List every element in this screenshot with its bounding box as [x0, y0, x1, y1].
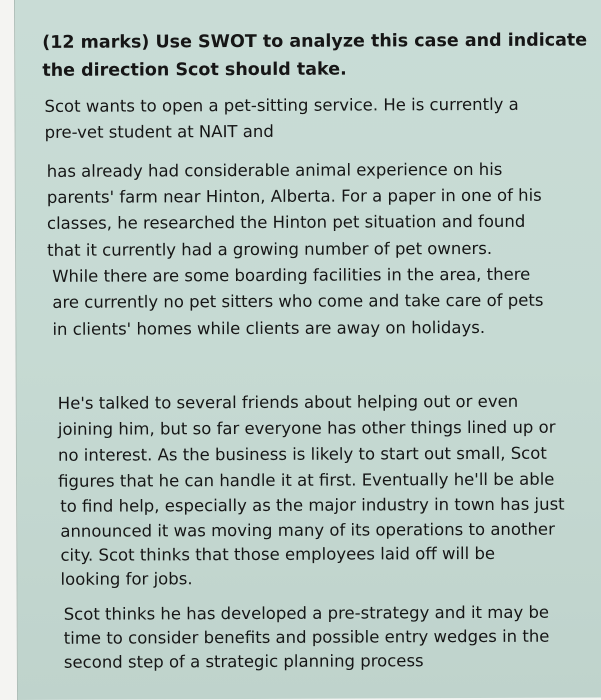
case-paragraph-line: joining him, but so far everyone has other things lined up or	[57, 417, 556, 439]
case-paragraph-line: He's talked to several friends about helping out or even	[57, 391, 519, 413]
question-heading-line: (12 marks) Use SWOT to analyze this case and indicate	[42, 30, 588, 53]
case-paragraph-line: second step of a strategic planning process	[63, 651, 424, 672]
case-paragraph-line: city. Scot thinks that those employees laid off will be	[60, 543, 496, 565]
case-paragraph-line: has already had considerable animal experience on his	[46, 159, 503, 181]
case-paragraph-line: no interest. As the business is likely to start out small, Scot	[57, 443, 547, 465]
case-paragraph-line: While there are some boarding facilities in the area, there	[52, 264, 531, 286]
case-paragraph-line: announced it was moving many of its operations to another	[60, 519, 555, 541]
case-paragraph-line: Scot thinks he has developed a pre-strategy and it may be	[63, 602, 550, 624]
case-paragraph-line: figures that he can handle it at first. Eventually he'll be able	[58, 469, 555, 491]
case-paragraph-line: parents' farm near Hinton, Alberta. For a paper in one of his	[46, 185, 542, 207]
case-paragraph-line: to find help, especially as the major industry in town has just	[60, 494, 565, 516]
case-paragraph-line: classes, he researched the Hinton pet situation and found	[46, 211, 526, 233]
case-paragraph-line: pre-vet student at NAIT and	[44, 121, 274, 142]
case-paragraph-line: Scot wants to open a pet-sitting service. He is currently a	[44, 94, 519, 116]
case-paragraph-line: are currently no pet sitters who come and take care of pets	[52, 290, 544, 312]
case-paragraph-line: looking for jobs.	[60, 569, 193, 589]
case-paragraph-line: that it currently had a growing number of pet owners.	[47, 238, 493, 260]
question-card	[14, 0, 601, 700]
case-paragraph-line: in clients' homes while clients are away on holidays.	[52, 317, 486, 339]
question-heading-line: the direction Scot should take.	[42, 59, 347, 81]
case-paragraph-line: time to consider benefits and possible entry wedges in the	[63, 626, 550, 648]
